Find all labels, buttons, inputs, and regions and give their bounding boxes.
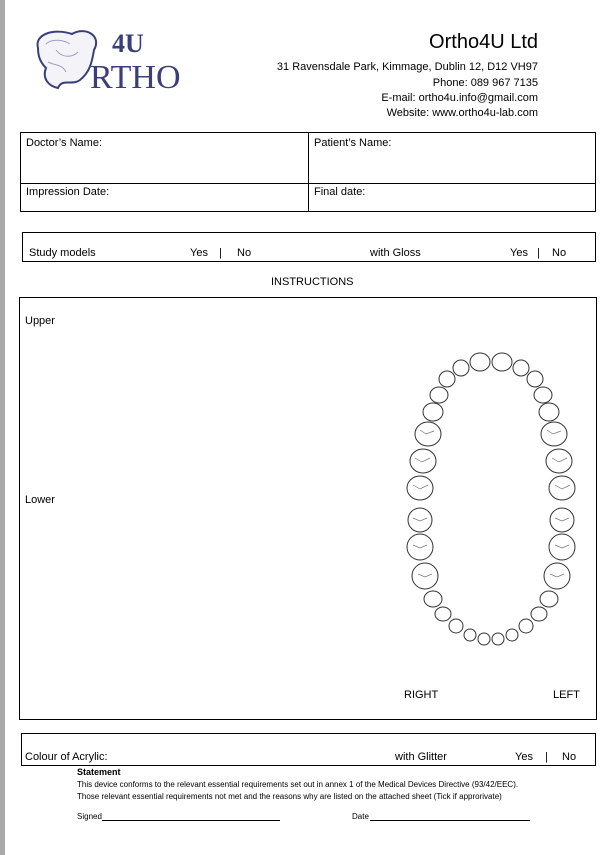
tooth-upper-premolar1-left[interactable] (534, 387, 552, 403)
tooth-upper-molar3-right[interactable] (407, 476, 433, 500)
tooth-lower-lateral-left[interactable] (506, 629, 518, 641)
study-yes-option[interactable]: Yes (190, 247, 208, 259)
date-line[interactable] (370, 820, 530, 821)
study-separator: | (219, 247, 222, 259)
gloss-no-option[interactable]: No (552, 247, 567, 259)
date-label: Date (352, 812, 369, 821)
tooth-lower-molar1-right[interactable] (412, 563, 438, 589)
acrylic-label: Colour of Acrylic: (25, 751, 108, 763)
upper-label: Upper (25, 315, 55, 327)
tooth-upper-central-left[interactable] (492, 353, 512, 371)
company-email: E-mail: ortho4u.info@gmail.com (381, 92, 538, 104)
tooth-lower-central-left[interactable] (492, 633, 504, 645)
tooth-upper-central-right[interactable] (470, 353, 490, 371)
lower-label: Lower (25, 494, 55, 506)
tooth-lower-premolar2-left[interactable] (540, 591, 558, 607)
tooth-upper-molar1-left[interactable] (541, 422, 567, 446)
tooth-upper-premolar1-right[interactable] (430, 387, 448, 403)
tooth-lower-molar2-left[interactable] (549, 534, 575, 560)
statement-title: Statement (77, 767, 121, 777)
final-date-field[interactable]: Final date: (314, 186, 366, 198)
left-label: LEFT (553, 689, 580, 701)
tooth-lower-lateral-right[interactable] (464, 629, 476, 641)
tooth-lower-premolar1-right[interactable] (435, 607, 451, 621)
tooth-upper-lateral-left[interactable] (513, 360, 529, 376)
tooth-lower-canine-left[interactable] (519, 619, 533, 633)
tooth-upper-premolar2-right[interactable] (423, 403, 443, 421)
dental-chart[interactable] (400, 348, 580, 648)
tooth-upper-canine-right[interactable] (439, 371, 455, 387)
tooth-upper-molar2-right[interactable] (410, 449, 436, 473)
tooth-upper-molar2-left[interactable] (546, 449, 572, 473)
tooth-lower-molar2-right[interactable] (407, 534, 433, 560)
tooth-upper-molar1-right[interactable] (415, 422, 441, 446)
study-no-option[interactable]: No (237, 247, 252, 259)
glitter-no-option[interactable]: No (562, 751, 577, 763)
tooth-lower-molar3-left[interactable] (550, 508, 574, 532)
impression-date-field[interactable]: Impression Date: (26, 186, 110, 198)
tooth-lower-molar1-left[interactable] (544, 563, 570, 589)
tooth-lower-canine-right[interactable] (449, 619, 463, 633)
tooth-upper-premolar2-left[interactable] (539, 403, 559, 421)
tooth-upper-canine-left[interactable] (527, 371, 543, 387)
ortho4u-logo (32, 28, 212, 96)
tooth-lower-premolar1-left[interactable] (531, 607, 547, 621)
signed-line[interactable] (102, 820, 280, 821)
gloss-separator: | (537, 247, 540, 259)
statement-line-2: Those relevant essential requirements not met and the reasons why are listed on the attached sheet (Tick if approrivate) (77, 792, 502, 801)
statement-line-1: This device conforms to the relevant essential requirements set out in annex 1 of the Medical Devices Directive (93/42/EEC). (77, 780, 519, 789)
gloss-label: with Gloss (370, 247, 421, 259)
tooth-upper-lateral-right[interactable] (453, 360, 469, 376)
company-website: Website: www.ortho4u-lab.com (386, 107, 538, 119)
doctor-name-field[interactable]: Doctor’s Name: (26, 137, 103, 149)
gloss-yes-option[interactable]: Yes (510, 247, 528, 259)
page-edge (0, 0, 5, 855)
tooth-lower-central-right[interactable] (478, 633, 490, 645)
logo-4u: 4U (112, 29, 144, 58)
glitter-yes-option[interactable]: Yes (515, 751, 533, 763)
company-name: Ortho4U Ltd (429, 31, 538, 53)
table-row-divider (20, 183, 596, 184)
company-phone: Phone: 089 967 7135 (432, 77, 538, 89)
tooth-lower-molar3-right[interactable] (408, 508, 432, 532)
patient-name-field[interactable]: Patient’s Name: (314, 137, 392, 149)
glitter-separator: | (545, 751, 548, 763)
tooth-upper-molar3-left[interactable] (549, 476, 575, 500)
tooth-lower-premolar2-right[interactable] (424, 591, 442, 607)
right-label: RIGHT (404, 689, 439, 701)
logo-rtho: RTHO (90, 59, 181, 96)
glitter-label: with Glitter (395, 751, 447, 763)
study-models-label: Study models (29, 247, 96, 259)
table-divider (308, 132, 309, 212)
signed-label: Signed (77, 812, 102, 821)
company-address: 31 Ravensdale Park, Kimmage, Dublin 12, D12 VH97 (276, 61, 538, 73)
instructions-title: INSTRUCTIONS (271, 276, 354, 288)
